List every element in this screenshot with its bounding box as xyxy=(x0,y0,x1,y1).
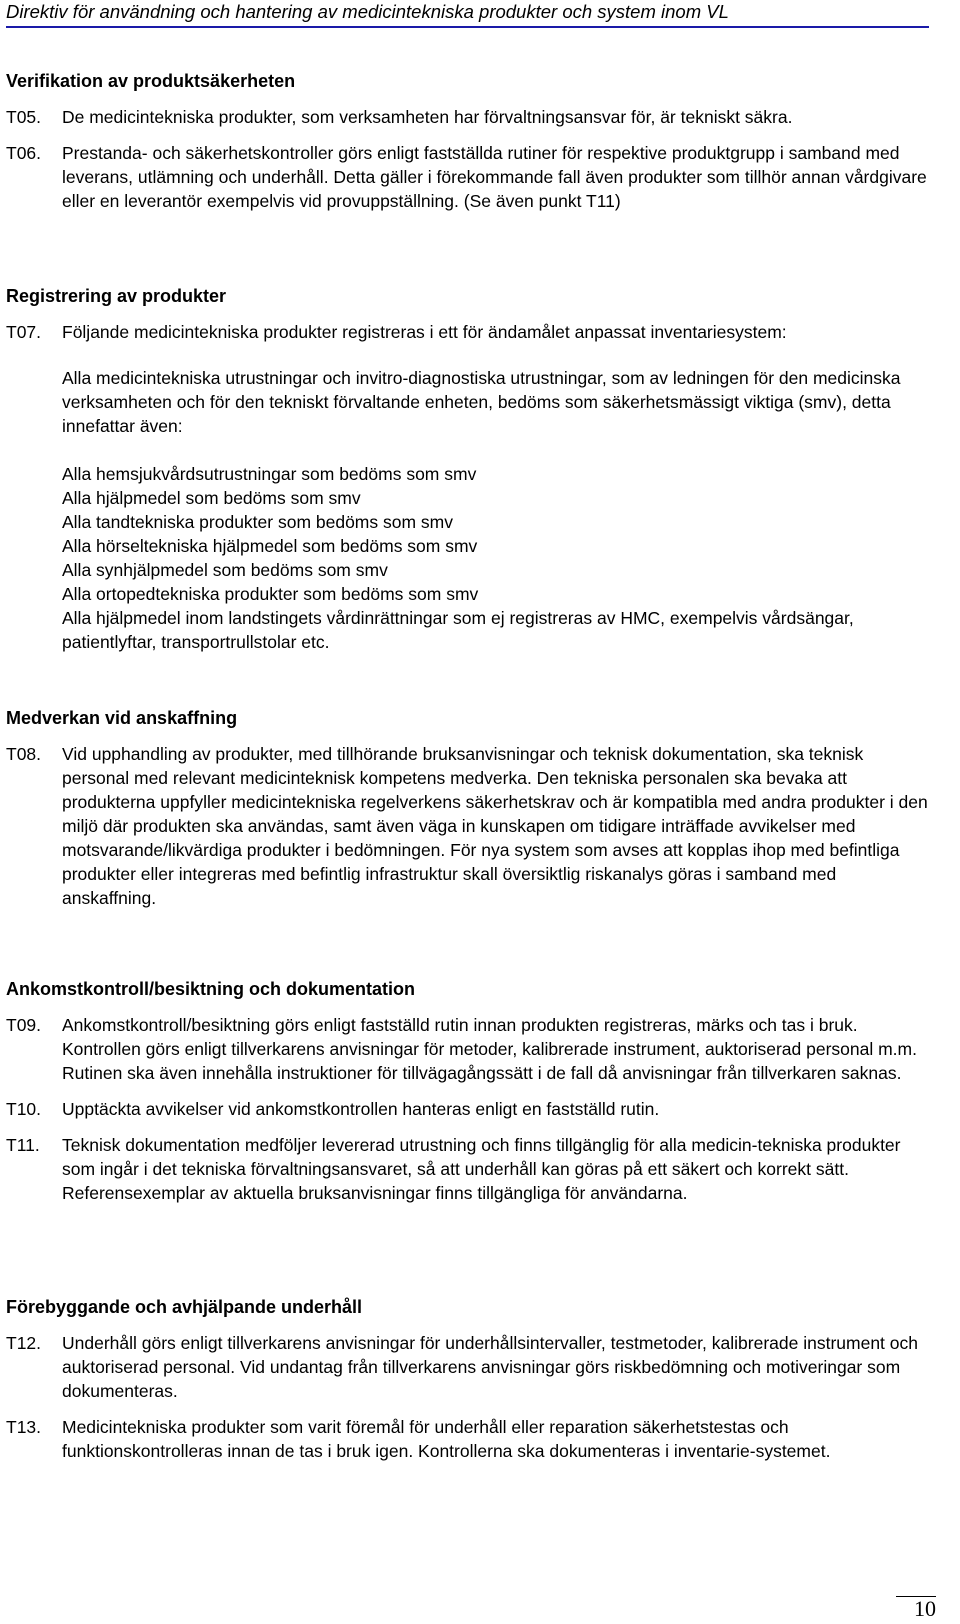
item-t08 xyxy=(6,742,932,910)
item-number: T10. xyxy=(6,1099,42,1119)
section-title: Medverkan vid anskaffning xyxy=(6,708,238,728)
item-text: De medicintekniska produkter, som verksamheten har förvaltningsansvar för, är tekniskt säkra. xyxy=(62,107,793,127)
list-item: Alla synhjälpmedel som bedöms som smv xyxy=(62,560,388,580)
item-number: T13. xyxy=(6,1417,42,1437)
section-title: Registrering av produkter xyxy=(6,286,227,306)
running-header: Direktiv för användning och hantering av medicintekniska produkter och system inom VL xyxy=(6,1,729,22)
registration-list xyxy=(62,462,932,654)
item-text: Följande medicintekniska produkter registreras i ett för ändamålet anpassat inventariesystem: xyxy=(62,322,787,342)
item-text: Upptäckta avvikelser vid ankomstkontrollen hanteras enligt en fastställd rutin. xyxy=(62,1099,660,1119)
item-t11 xyxy=(6,1133,932,1205)
header-rule xyxy=(6,26,929,28)
item-text: Ankomstkontroll/besiktning görs enligt fastställd rutin innan produkten registreras, märks och tas i bruk. Kontrollen görs enligt tillverkarens anvisningar för metoder, kalibrerade instrument, auktoriserad personal m.m. Rutinen ska även innehålla instruktioner för tillvägagångssätt i de fall då anvisningar från tillverkaren saknas. xyxy=(62,1015,917,1083)
section-medverkan xyxy=(6,706,932,910)
page-number: 10 xyxy=(914,1596,936,1621)
section-registrering xyxy=(6,284,932,654)
section-title: Förebyggande och avhjälpande underhåll xyxy=(6,1297,363,1317)
item-text: Teknisk dokumentation medföljer levererad utrustning och finns tillgänglig för alla medicin-tekniska produkter som ingår i det tekniska förvaltningsansvaret, så att underhåll kan göras på ett säkert och korrekt sätt. Referensexemplar av aktuella bruksanvisningar finns tillgängliga för användarna. xyxy=(62,1135,901,1203)
section-title: Ankomstkontroll/besiktning och dokumentation xyxy=(6,979,416,999)
list-item: Alla hemsjukvårdsutrustningar som bedöms som smv xyxy=(62,464,477,484)
list-item: Alla ortopedtekniska produkter som bedöms som smv xyxy=(62,584,479,604)
item-text: Underhåll görs enligt tillverkarens anvisningar för underhållsintervaller, testmetoder, kalibrerade instrument och auktoriserad personal. Vid undantag från tillverkarens anvisningar görs riskbedömning och motiveringar som dokumenteras. xyxy=(62,1333,918,1401)
item-number: T06. xyxy=(6,143,42,163)
section-verifikation xyxy=(6,69,932,213)
list-item: Alla hörseltekniska hjälpmedel som bedöms som smv xyxy=(62,536,478,556)
item-number: T09. xyxy=(6,1015,42,1035)
item-number: T08. xyxy=(6,744,42,764)
item-t13 xyxy=(6,1415,932,1463)
item-t07 xyxy=(6,320,932,344)
list-item: Alla hjälpmedel inom landstingets vårdinrättningar som ej registreras av HMC, exempelvis vårdsängar, patientlyftar, transportrullstolar etc. xyxy=(62,608,854,652)
section-ankomstkontroll xyxy=(6,977,932,1205)
item-number: T07. xyxy=(6,322,42,342)
item-t10 xyxy=(6,1097,932,1121)
paragraph-text: Alla medicintekniska utrustningar och invitro-diagnostiska utrustningar, som av ledningen för den medicinska verksamheten och för den tekniskt förvaltande enheten, bedöms som säkerhetsmässigt viktiga (smv), detta innefattar även: xyxy=(62,368,901,436)
item-number: T11. xyxy=(6,1135,40,1155)
registration-paragraph xyxy=(62,366,932,438)
item-number: T12. xyxy=(6,1333,42,1353)
list-item: Alla hjälpmedel som bedöms som smv xyxy=(62,488,361,508)
item-number: T05. xyxy=(6,107,42,127)
list-item: Alla tandtekniska produkter som bedöms som smv xyxy=(62,512,453,532)
item-t09 xyxy=(6,1013,932,1085)
item-t06 xyxy=(6,141,932,213)
section-title: Verifikation av produktsäkerheten xyxy=(6,71,296,91)
item-text: Medicintekniska produkter som varit föremål för underhåll eller reparation säkerhetstestas och funktionskontrolleras innan de tas i bruk igen. Kontrollerna ska dokumenteras i inventarie-systemet. xyxy=(62,1417,831,1461)
item-t05 xyxy=(6,105,932,129)
item-t12 xyxy=(6,1331,932,1403)
section-underhall xyxy=(6,1295,932,1463)
document-page xyxy=(6,0,960,1624)
item-text: Vid upphandling av produkter, med tillhörande bruksanvisningar och teknisk dokumentation, ska teknisk personal med relevant medicinteknisk kompetens medverka. Den tekniska personalen ska bevaka att produkterna uppfyller medicintekniska regelverkens säkerhetskrav och är kompatibla med andra produkter i den miljö där produkten ska användas, samt även väga in kunskapen om tidigare inträffade avvikelser med motsvarande/likvärdiga produkter i bedömningen. För nya system som avses att kopplas ihop med befintliga produkter eller integreras med befintlig infrastruktur skall översiktlig riskanalys göras i samband med anskaffning. xyxy=(62,744,928,908)
item-text: Prestanda- och säkerhetskontroller görs enligt fastställda rutiner för respektive produktgrupp i samband med leverans, utlämning och underhåll. Detta gäller i förekommande fall även produkter som tillhör annan vårdgivare eller en leverantör exempelvis vid provuppställning. (Se även punkt T11) xyxy=(62,143,927,211)
